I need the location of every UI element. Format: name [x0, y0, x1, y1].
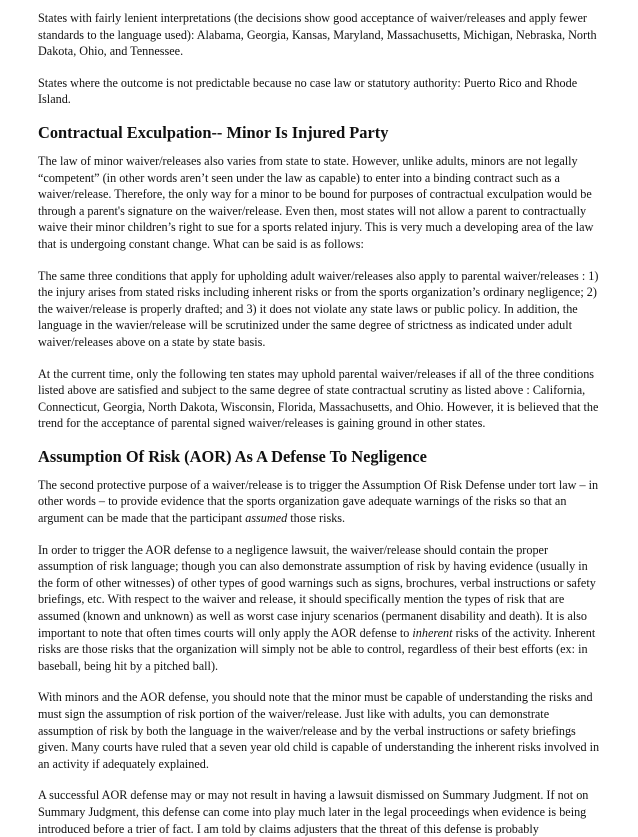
text-run: In order to trigger the AOR defense to a negligence lawsuit, the waiver/release should contain the proper assumption of risk language; though you can also demonstrate assumption of risk by having evidence (usually in the form of other witnesses) of other types of good warnings such as signs, brochures, verbal instructions or safety briefings, etc. With respect to the waiver and release, it should specifically mention the types of risk that are assumed (known and unknown) as well as worst case injury scenarios (permanent disability and death). It is also important to note that often times courts will only apply the AOR defense to	[38, 542, 596, 640]
emphasis-assumed: assumed	[245, 511, 288, 526]
paragraph-three-conditions: The same three conditions that apply for upholding adult waiver/releases also apply to parental waiver/releases : 1) the injury arises from stated risks including inherent risks or from the sports organization’s ordinary negligence; 2) the waiver/release is properly drafted; and 3) it does not violate any state laws or public policy. In addition, the language in the wavier/release will be scrutinized under the same degree of strictness as indicated under adult waiver/releases above on a state by state basis.	[38, 268, 599, 349]
paragraph-minors-aor: With minors and the AOR defense, you should note that the minor must be capable of understanding the risks and must sign the assumption of risk portion of the waiver/release. Just like with adults, you can demonstrate assumption of risk by both the language in the waiver/release and by the verbal instructions or safety briefings given. Many courts have ruled that a seven year old child is capable of understanding the inherent risks involved in an activity if adequately explained.	[38, 690, 600, 771]
text-run: those risks.	[287, 511, 346, 526]
paragraph-aor-purpose	[38, 477, 602, 527]
paragraph-minor-waiver-law: The law of minor waiver/releases also varies from state to state. However, unlike adults, minors are not legally “competent” (in other words aren’t seen under the law as capable) to enter into a binding contract such as a waiver/release. Therefore, the only way for a minor to be bound for purposes of contractual exculpation would be through a parent's signature on the waiver/release. Even then, most states will not allow a parent to contractually waive their minor children’s right to sue for a sports related injury. This is very much a developing area of the law that is undergoing constant change. What can be said is as follows:	[38, 153, 594, 251]
text-run: The second protective purpose of a waiver/release is to trigger the Assumption Of Risk Defense under tort law – in other words – to provide evidence that the sports organization gave adequate warnings of the risks so that an argument can be made that the participant	[38, 477, 599, 526]
heading-contractual-exculpation: Contractual Exculpation-- Minor Is Injured Party	[38, 122, 389, 142]
paragraph-aor-trigger	[38, 542, 602, 675]
paragraph-lenient-states: States with fairly lenient interpretations (the decisions show good acceptance of waiver/releases and apply fewer standards to the language used): Alabama, Georgia, Kansas, Maryland, Massachusetts, Michigan, Nebraska, North Dakota, Ohio, and Tennessee.	[38, 11, 597, 59]
text-run: risks of the activity. Inherent risks are those risks that the organization will simply not be able to control, regardless of their best efforts (ex: in baseball, being hit by a pitched ball).	[38, 625, 596, 673]
paragraph-unpredictable-states: States where the outcome is not predictable because no case law or statutory authority: Puerto Rico and Rhode Island.	[38, 75, 578, 107]
emphasis-inherent: inherent	[412, 625, 453, 640]
paragraph-summary-judgment: A successful AOR defense may or may not result in having a lawsuit dismissed on Summary Judgment. If not on Summary Judgment, this defense can come into play much later in the legal proceedings when evidence is being introduced before a trier of fact. I am told by claims adjusters that the threat of this defense is probably	[38, 788, 589, 836]
paragraph-ten-states: At the current time, only the following ten states may uphold parental waiver/releases if all of the three conditions listed above are satisfied and subject to the same degree of state contractual scrutiny as listed above : California, Connecticut, Georgia, North Dakota, Wisconsin, Florida, Massachusetts, and Ohio. However, it is believed that the trend for the acceptance of parental signed waiver/releases is gaining ground in other states.	[38, 366, 599, 431]
heading-assumption-of-risk: Assumption Of Risk (AOR) As A Defense To Negligence	[38, 446, 427, 466]
